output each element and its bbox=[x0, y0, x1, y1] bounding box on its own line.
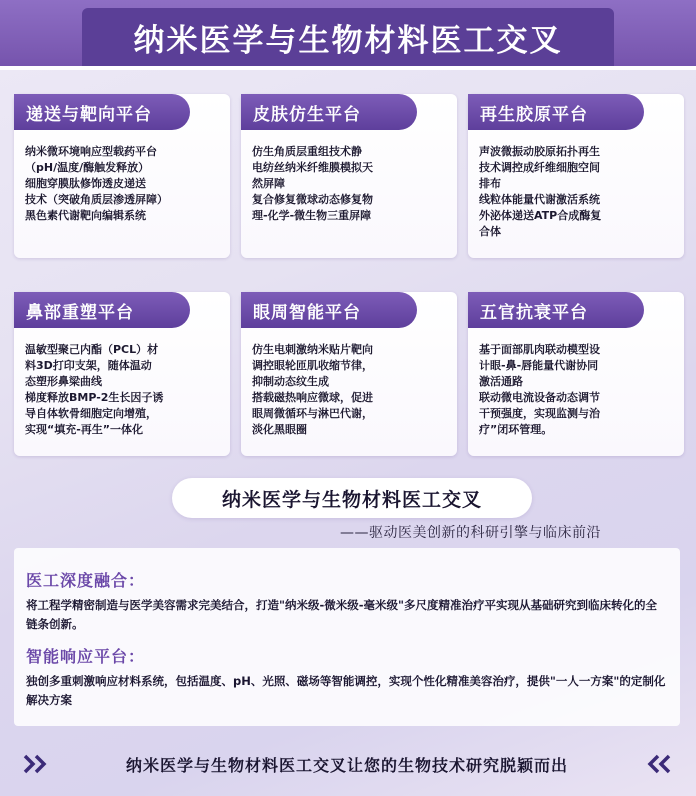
banner-title: 纳米医学与生物材料医工交叉 bbox=[172, 478, 532, 518]
card-text: 纳米微环境响应型载药平台 （pH/温度/酶触发释放） 细胞穿膜肽修饰透皮递送 技术（突破角质层渗透屏障） 黑色素代谢靶向编辑系统 bbox=[25, 145, 168, 222]
double-chevron-right-icon bbox=[22, 754, 52, 774]
card-title: 再生胶原平台 bbox=[468, 94, 644, 130]
card-text: 仿生角质层重组技术静 电纺丝纳米纤维膜模拟天 然屏障 复合修复微球动态修复物 理-化学-微生物三重屏障 bbox=[252, 145, 373, 222]
footer bbox=[14, 744, 680, 784]
card-text: 基于面部肌肉联动模型设 计眼-鼻-唇能量代谢协同 激活通路 联动微电流设备动态调节 干预强度，实现监测与治 疗”闭环管理。 bbox=[479, 343, 600, 436]
platform-card-delivery bbox=[14, 94, 230, 258]
platform-card-antiaging bbox=[468, 292, 684, 456]
footer-slogan: 纳米医学与生物材料医工交叉让您的生物技术研究脱颖而出 bbox=[125, 755, 568, 775]
card-title: 皮肤仿生平台 bbox=[241, 94, 417, 130]
info-paragraph-integration: 将工程学精密制造与医学美容需求完美结合，打造"纳米级-微米级-毫米级"多尺度精准治疗平实现从基础研究到临床转化的全链条创新。 bbox=[26, 598, 658, 631]
platform-card-nose bbox=[14, 292, 230, 456]
info-heading-smart: 智能响应平台： bbox=[26, 647, 146, 666]
platform-card-skin bbox=[241, 94, 457, 258]
platform-card-eye bbox=[241, 292, 457, 456]
info-box bbox=[14, 548, 680, 726]
page-title: 纳米医学与生物材料医工交叉 bbox=[82, 8, 614, 66]
platform-card-collagen bbox=[468, 94, 684, 258]
card-title: 五官抗衰平台 bbox=[468, 292, 644, 328]
card-title: 递送与靶向平台 bbox=[14, 94, 190, 130]
info-heading-integration: 医工深度融合： bbox=[26, 571, 146, 590]
card-text: 仿生电刺激纳米贴片靶向 调控眼轮匝肌收缩节律， 抑制动态纹生成 搭载磁热响应微球，促进 眼周微循环与淋巴代谢， 淡化黑眼圈 bbox=[252, 343, 373, 436]
card-title: 眼周智能平台 bbox=[241, 292, 417, 328]
double-chevron-left-icon bbox=[642, 754, 672, 774]
header bbox=[0, 0, 696, 70]
banner-subtitle: ——驱动医美创新的科研引擎与临床前沿 bbox=[340, 525, 601, 541]
card-text: 声波微振动胶原拓扑再生 技术调控成纤维细胞空间 排布 线粒体能量代谢激活系统 外泌体递送ATP合成酶复 合体 bbox=[479, 145, 602, 238]
info-paragraph-smart: 独创多重刺激响应材料系统，包括温度、pH、光照、磁场等智能调控，实现个性化精准美容治疗，提供"一人一方案"的定制化解决方案 bbox=[26, 674, 666, 707]
card-text: 温敏型聚己内酯（PCL）材 料3D打印支架，随体温动 态塑形鼻梁曲线 梯度释放BMP-2生长因子诱 导自体软骨细胞定向增殖， 实现“填充-再生”一体化 bbox=[25, 343, 164, 436]
card-title: 鼻部重塑平台 bbox=[14, 292, 190, 328]
